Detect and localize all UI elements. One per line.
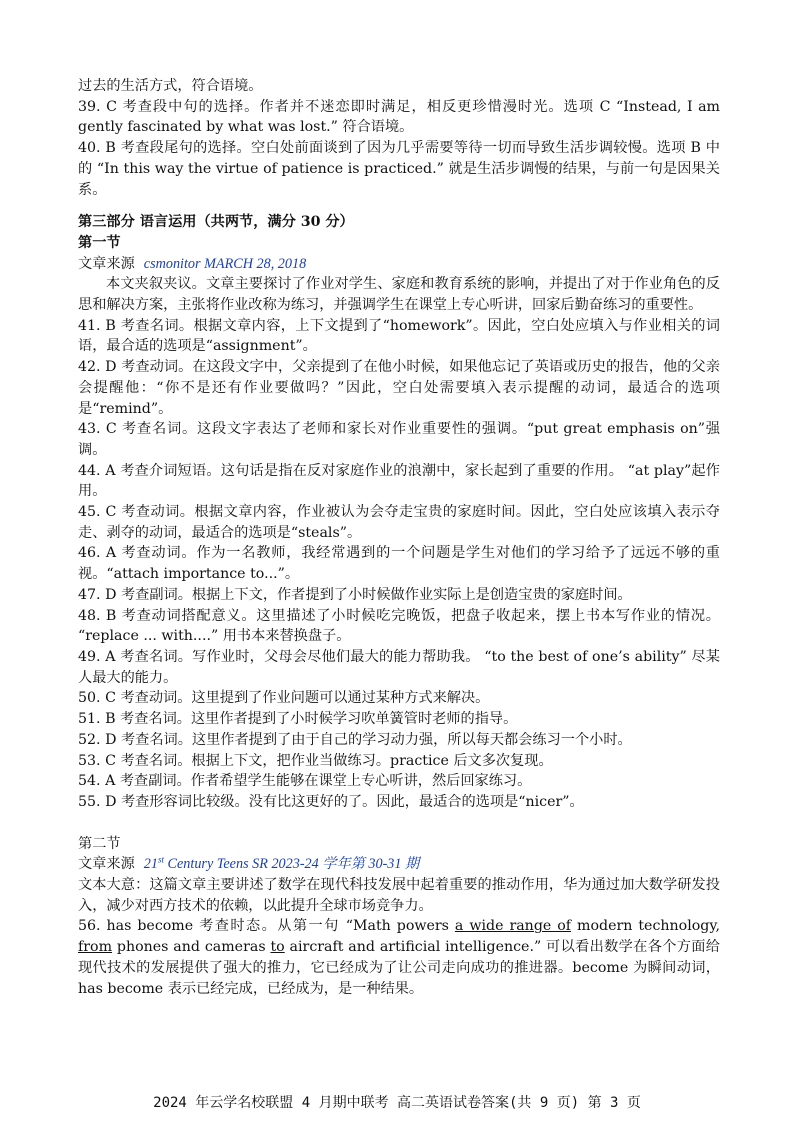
answer-page bbox=[78, 76, 720, 999]
answer-item: 53. C 考查名词。根据上下文，把作业当做练习。practice 后文多次复现。 bbox=[78, 752, 553, 769]
source-name: csmonitor MARCH 28, 2018 bbox=[143, 255, 307, 272]
answer-item: 51. B 考查名词。这里作者提到了小时候学习吹单簧管时老师的指导。 bbox=[78, 711, 518, 728]
answer-item: 45. C 考查动词。根据文章内容，作业被认为会夺走宝贵的家庭时间。因此，空白处应该填入表示夺走、剥夺的动词，最适合的选项是“steals”。 bbox=[78, 504, 720, 541]
answer-item: 48. B 考查动词搭配意义。这里描述了小时候吃完晚饭，把盘子收起来，摆上书本写作业的情况。 “replace ... with....” 用书本来替换盘子。 bbox=[78, 607, 720, 645]
answer-item: 41. B 考查名词。根据文章内容，上下文提到了“homework”。因此，空白处应填入与作业相关的词语，最合适的选项是“assignment”。 bbox=[78, 317, 720, 355]
answer-line: 过去的生活方式，符合语境。 bbox=[78, 78, 263, 94]
page-footer: 2024 年云学名校联盟 4 月期中联考 高二英语试卷答案(共 9 页) 第 3 页 bbox=[153, 1095, 641, 1111]
answer-item: 55. D 考查形容词比较级。没有比这更好的了。因此，最适合的选项是“nicer”。 bbox=[78, 793, 584, 810]
answer-item: 46. A 考查动词。作为一名教师，我经常遇到的一个问题是学生对他们的学习给予了远远不够的重视。“attach importance to...”。 bbox=[78, 545, 720, 583]
answer-item: 50. C 考查动词。这里提到了作业问题可以通过某种方式来解决。 bbox=[78, 690, 490, 707]
answers-list bbox=[78, 316, 720, 813]
section2-summary: 文本大意：这篇文章主要讲述了数学在现代科技发展中起着重要的推动作用，华为通过加大数学研发投入，减少对西方技术的依赖，以此提升全球市场竞争力。 bbox=[78, 877, 720, 914]
answer-39: 39. C 考查段中句的选择。作者并不迷恋即时满足，相反更珍惜漫时光。选项 C “Instead, I am gently fascinated by what was lost.” 符合语境。 bbox=[78, 98, 720, 136]
answer-item: 47. D 考查副词。根据上下文，作者提到了小时候做作业实际上是创造宝贵的家庭时间。 bbox=[78, 586, 632, 603]
answer-item: 42. D 考查动词。在这段文字中，父亲提到了在他小时候，如果他忘记了英语或历史的报告，他的父亲会提醒他：“你不是还有作业要做吗？”因此，空白处需要填入表示提醒的动词，最适合的选项是“remind”。 bbox=[78, 359, 720, 417]
section1-heading: 第一节 bbox=[78, 234, 121, 251]
answer-item: 52. D 考查名词。这里作者提到了由于自己的学习动力强，所以每天都会练习一个小时。 bbox=[78, 731, 632, 748]
section1-source bbox=[78, 254, 720, 275]
answer-item: 44. A 考查介词短语。这句话是指在反对家庭作业的浪潮中，家长起到了重要的作用。 “at play”起作用。 bbox=[78, 462, 720, 500]
answer-item: 49. A 考查名词。写作业时，父母会尽他们最大的能力帮助我。 “to the best of one’s ability” 尽某人最大的能力。 bbox=[78, 648, 720, 686]
source-label: 文章来源 bbox=[78, 255, 135, 272]
part3-title: 第三部分 语言运用（共两节，满分 30 分） bbox=[78, 214, 354, 231]
source-name: 21st Century Teens SR 2023-24 学年第 30-31 期 bbox=[143, 854, 420, 873]
source-label: 文章来源 bbox=[78, 856, 135, 873]
section2-heading: 第二节 bbox=[78, 835, 121, 852]
section1-summary: 本文夹叙夹议。文章主要探讨了作业对学生、家庭和教育系统的影响，并提出了对于作业角色的反思和解决方案，主张将作业改称为练习，并强调学生在课堂上专心听讲，回家后勤奋练习的重要性。 bbox=[78, 276, 720, 314]
answer-item: 54. A 考查副词。作者希望学生能够在课堂上专心听讲，然后回家练习。 bbox=[78, 773, 532, 790]
section2-source bbox=[78, 854, 720, 875]
answer-56: 56. has become 考查时态。从第一句 “Math powers a wide range of modern technology, from phones and cameras to aircraft and artificial intelligence.” 可以看出数学在各个方面给现代技术的发展提供了强大的推力，它已经成为了让公司走向成功的推进器。become 为瞬间动词，has become 表示已经完成，已经成为，是一种结果。 bbox=[78, 918, 720, 997]
answer-item: 43. C 考查名词。这段文字表达了老师和家长对作业重要性的强调。“put great emphasis on”强调。 bbox=[78, 421, 720, 458]
answer-40: 40. B 考查段尾句的选择。空白处前面谈到了因为几乎需要等待一切而导致生活步调较慢。选项 B 中的 “In this way the virtue of patience is practiced.” 就是生活步调慢的结果，与前一句是因果关系。 bbox=[78, 140, 720, 198]
